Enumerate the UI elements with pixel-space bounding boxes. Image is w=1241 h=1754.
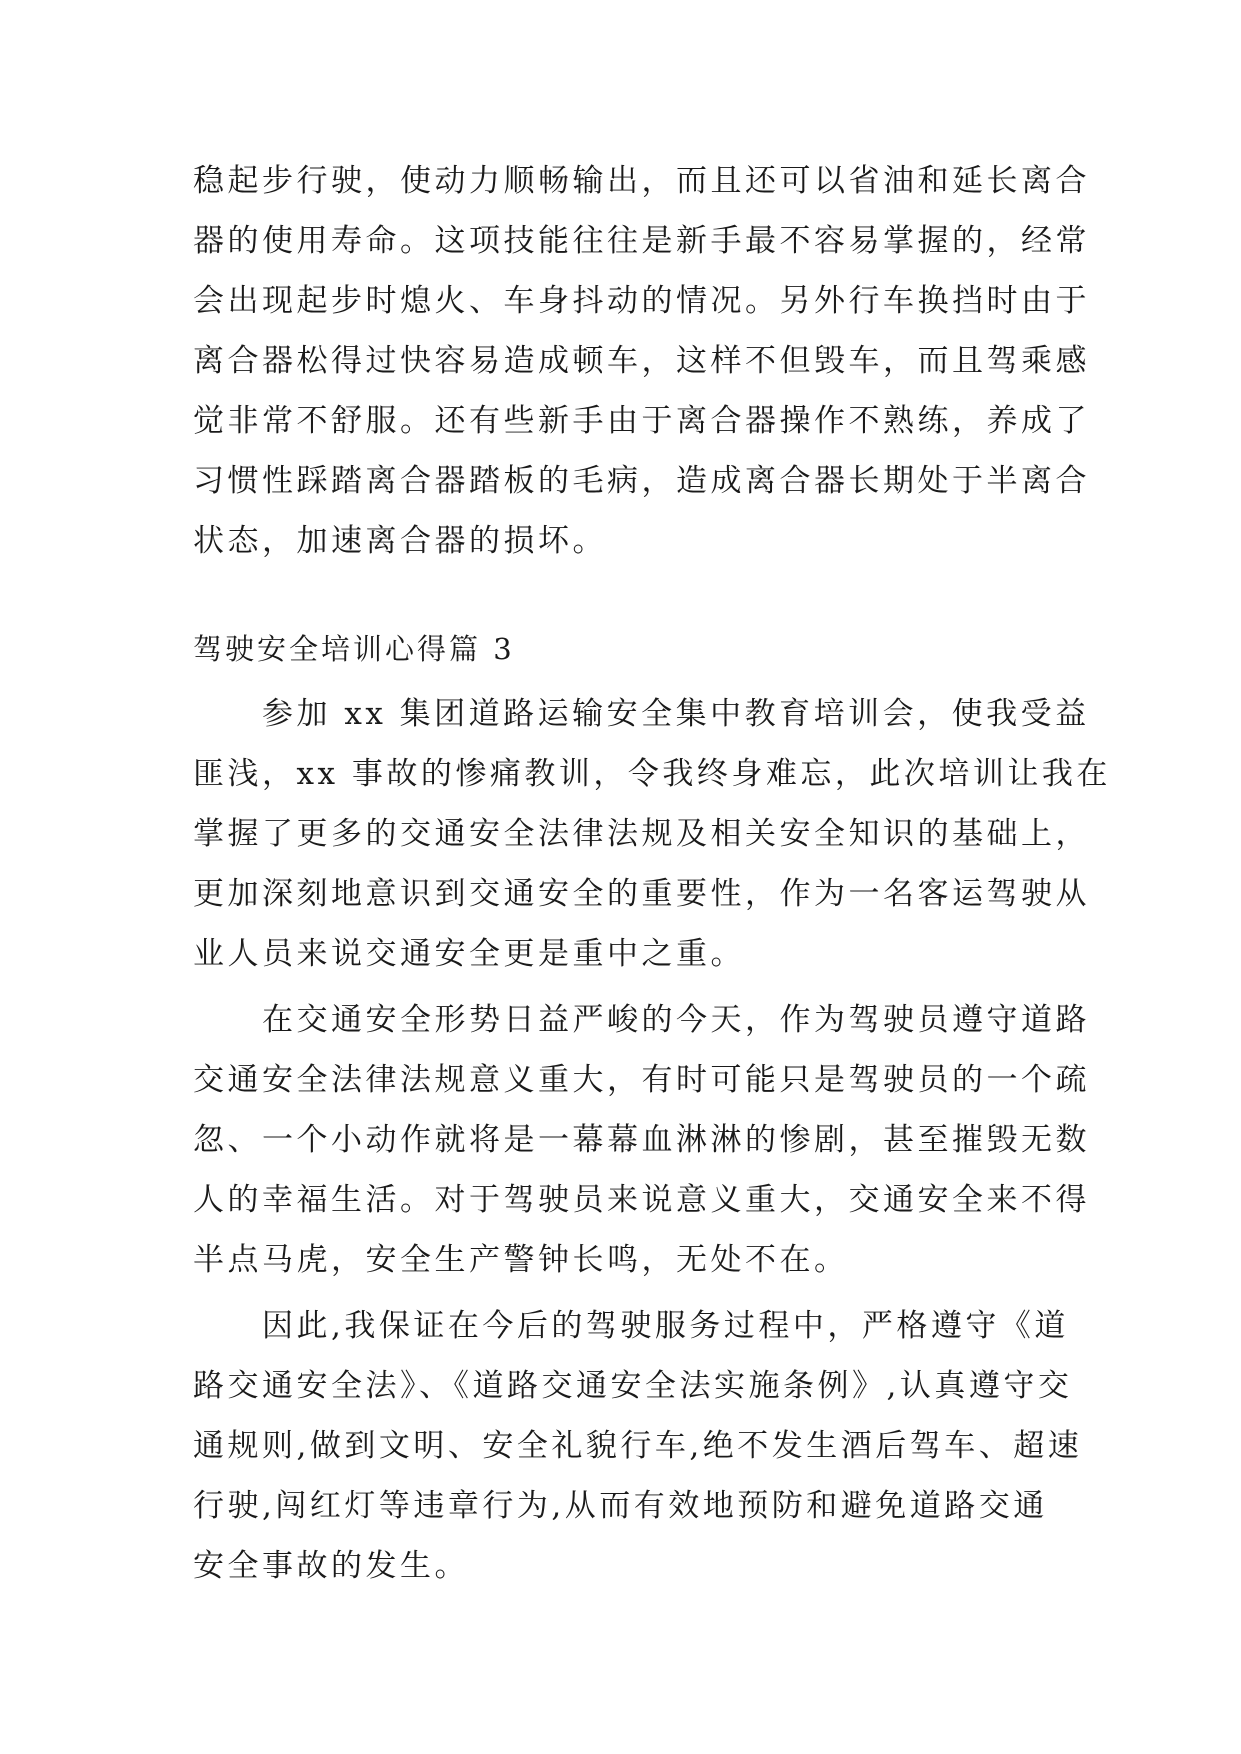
text-line: 人的幸福生活。对于驾驶员来说意义重大，交通安全来不得: [193, 1182, 1090, 1218]
text-line: 在交通安全形势日益严峻的今天，作为驾驶员遵守道路: [193, 1002, 1090, 1038]
text-line: 通规则,做到文明、安全礼貌行车,绝不发生酒后驾车、超速: [193, 1428, 1083, 1464]
text-line: 器的使用寿命。这项技能往往是新手最不容易掌握的，经常: [193, 223, 1090, 259]
text-line: 安全事故的发生。: [193, 1548, 469, 1584]
text-line: 半点马虎，安全生产警钟长鸣，无处不在。: [193, 1242, 849, 1278]
text-line: 状态，加速离合器的损坏。: [193, 523, 607, 559]
text-line: 业人员来说交通安全更是重中之重。: [193, 936, 745, 972]
paragraph-3: [193, 1296, 1083, 1596]
continuation-paragraph: [193, 151, 1090, 571]
text-line: 掌握了更多的交通安全法律法规及相关安全知识的基础上，: [193, 816, 1090, 852]
text-line: 行驶,闯红灯等违章行为,从而有效地预防和避免道路交通: [193, 1488, 1048, 1524]
text-line: 习惯性踩踏离合器踏板的毛病，造成离合器长期处于半离合: [193, 463, 1090, 499]
text-line: 更加深刻地意识到交通安全的重要性，作为一名客运驾驶从: [193, 876, 1090, 912]
text-line: 稳起步行驶，使动力顺畅输出，而且还可以省油和延长离合: [193, 163, 1090, 199]
text-line: 交通安全法律法规意义重大，有时可能只是驾驶员的一个疏: [193, 1062, 1090, 1098]
text-line: 会出现起步时熄火、车身抖动的情况。另外行车换挡时由于: [193, 283, 1090, 319]
text-line: 参加 xx 集团道路运输安全集中教育培训会，使我受益: [193, 696, 1090, 732]
paragraph-2: [193, 990, 1090, 1290]
text-line: 因此,我保证在今后的驾驶服务过程中，严格遵守《道: [193, 1308, 1069, 1344]
text-line: 忽、一个小动作就将是一幕幕血淋淋的惨剧，甚至摧毁无数: [193, 1122, 1090, 1158]
text-line: 匪浅，xx 事故的惨痛教训，令我终身难忘，此次培训让我在: [193, 756, 1111, 792]
text-line: 离合器松得过快容易造成顿车，这样不但毁车，而且驾乘感: [193, 343, 1090, 379]
section-heading: 驾驶安全培训心得篇 3: [193, 632, 515, 666]
text-line: 觉非常不舒服。还有些新手由于离合器操作不熟练，养成了: [193, 403, 1090, 439]
text-line: 路交通安全法》、《道路交通安全法实施条例》,认真遵守交: [193, 1368, 1073, 1404]
paragraph-1: [193, 684, 1111, 984]
